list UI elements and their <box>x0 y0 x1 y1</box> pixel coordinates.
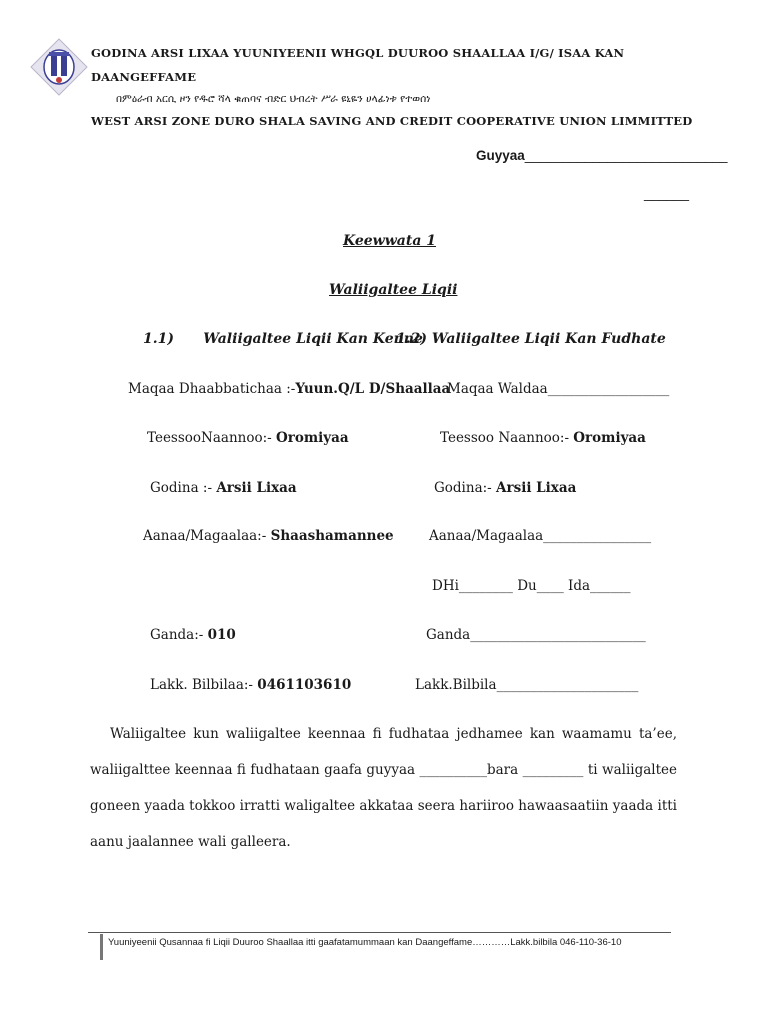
lender-org-name-value: Yuun.Q/L D/Shaallaa <box>295 381 451 397</box>
borrower-region-value: Oromiyaa <box>573 430 646 446</box>
footer-text: Yuuniyeenii Qusannaa fi Liqii Duuroo Shaallaa itti gaafatamummaan kan Daangeffame…………Lakk.bilbila 046-110-36-10 <box>108 937 622 948</box>
footer-accent-bar <box>100 934 103 960</box>
borrower-org-name[interactable] <box>447 381 669 397</box>
borrower-woreda[interactable] <box>429 528 651 544</box>
borrower-members-count[interactable]: DHi________ Du____ Ida______ <box>432 578 631 594</box>
lender-region <box>147 430 349 446</box>
lender-kebele-label: Ganda:- <box>150 627 208 643</box>
lender-org-name-label: Maqaa Dhaabbatichaa :- <box>128 381 296 397</box>
lender-kebele-value: 010 <box>207 627 236 643</box>
header-title-line2: DAANGEFFAME <box>91 70 197 84</box>
footer-divider <box>88 932 671 933</box>
borrower-region-label: Teessoo Naannoo:- <box>440 430 574 446</box>
borrower-kebele-label: Ganda <box>426 627 471 643</box>
borrower-phone-label: Lakk.Bilbila <box>415 677 497 693</box>
header-title-line1: GODINA ARSI LIXAA YUUNIYEENII WHGQL DUUROO SHAALLAA I/G/ ISAA KAN <box>91 46 625 60</box>
header-amharic: በምዕራብ አርሲ ዞን የዱሮ ሻላ ቁጠባና ብድር ህብረት ሥራ ዩኒዬን ሀላፊነቱ የተወሰነ <box>116 93 431 105</box>
borrower-org-name-label: Maqaa Waldaa <box>447 381 548 397</box>
lender-woreda-label: Aanaa/Magaalaa:- <box>143 528 271 544</box>
subsection-borrower: 1.2) Waliigaltee Liqii Kan Fudhate <box>396 331 666 347</box>
borrower-woreda-blank[interactable]: ________________ <box>543 528 652 544</box>
borrower-kebele-blank[interactable]: __________________________ <box>470 627 646 643</box>
lender-kebele <box>150 627 236 643</box>
borrower-phone-blank[interactable]: _____________________ <box>496 677 639 693</box>
date-label: Guyyaa <box>476 148 525 163</box>
section-subheading: Waliigaltee Liqii <box>329 282 458 298</box>
borrower-org-name-blank[interactable]: __________________ <box>547 381 670 397</box>
date-field[interactable] <box>476 148 728 163</box>
borrower-kebele[interactable] <box>426 627 646 643</box>
header-english: WEST ARSI ZONE DURO SHALA SAVING AND CREDIT COOPERATIVE UNION LIMMITTED <box>91 114 693 128</box>
lender-zone-value: Arsii Lixaa <box>216 480 297 496</box>
subsection-lender: 1.1) Waliigaltee Liqii Kan Kenne <box>143 331 423 347</box>
borrower-region <box>440 430 646 446</box>
lender-region-label: TeessooNaannoo:- <box>147 430 277 446</box>
borrower-woreda-label: Aanaa/Magaalaa <box>429 528 544 544</box>
agreement-paragraph: Waliigaltee kun waliigaltee keennaa fi fudhataa jedhamee kan waamamu ta’ee, waliigalttee keennaa fi fudhataan gaafa guyyaa __________bara _________ ti waliigaltee goneen yaada tokkoo irratti waligaltee akkataa seera hariiroo hawaasaatiin yaada itti aanu jaalannee wali galleera. <box>90 726 677 850</box>
borrower-zone-value: Arsii Lixaa <box>496 480 577 496</box>
date-blank-continuation[interactable]: ______ <box>644 186 690 201</box>
lender-woreda <box>143 528 394 544</box>
lender-phone <box>150 677 351 693</box>
lender-phone-label: Lakk. Bilbilaa:- <box>150 677 258 693</box>
lender-phone-value: 0461103610 <box>257 677 352 693</box>
borrower-zone <box>434 480 576 496</box>
lender-woreda-value: Shaashamannee <box>270 528 394 544</box>
borrower-zone-label: Godina:- <box>434 480 497 496</box>
union-logo <box>28 36 90 98</box>
lender-region-value: Oromiyaa <box>276 430 349 446</box>
lender-org-name <box>128 381 450 397</box>
lender-zone-label: Godina :- <box>150 480 217 496</box>
section-heading: Keewwata 1 <box>343 233 437 249</box>
date-blank[interactable]: ___________________________ <box>524 148 728 163</box>
borrower-phone[interactable] <box>415 677 638 693</box>
lender-zone <box>150 480 297 496</box>
